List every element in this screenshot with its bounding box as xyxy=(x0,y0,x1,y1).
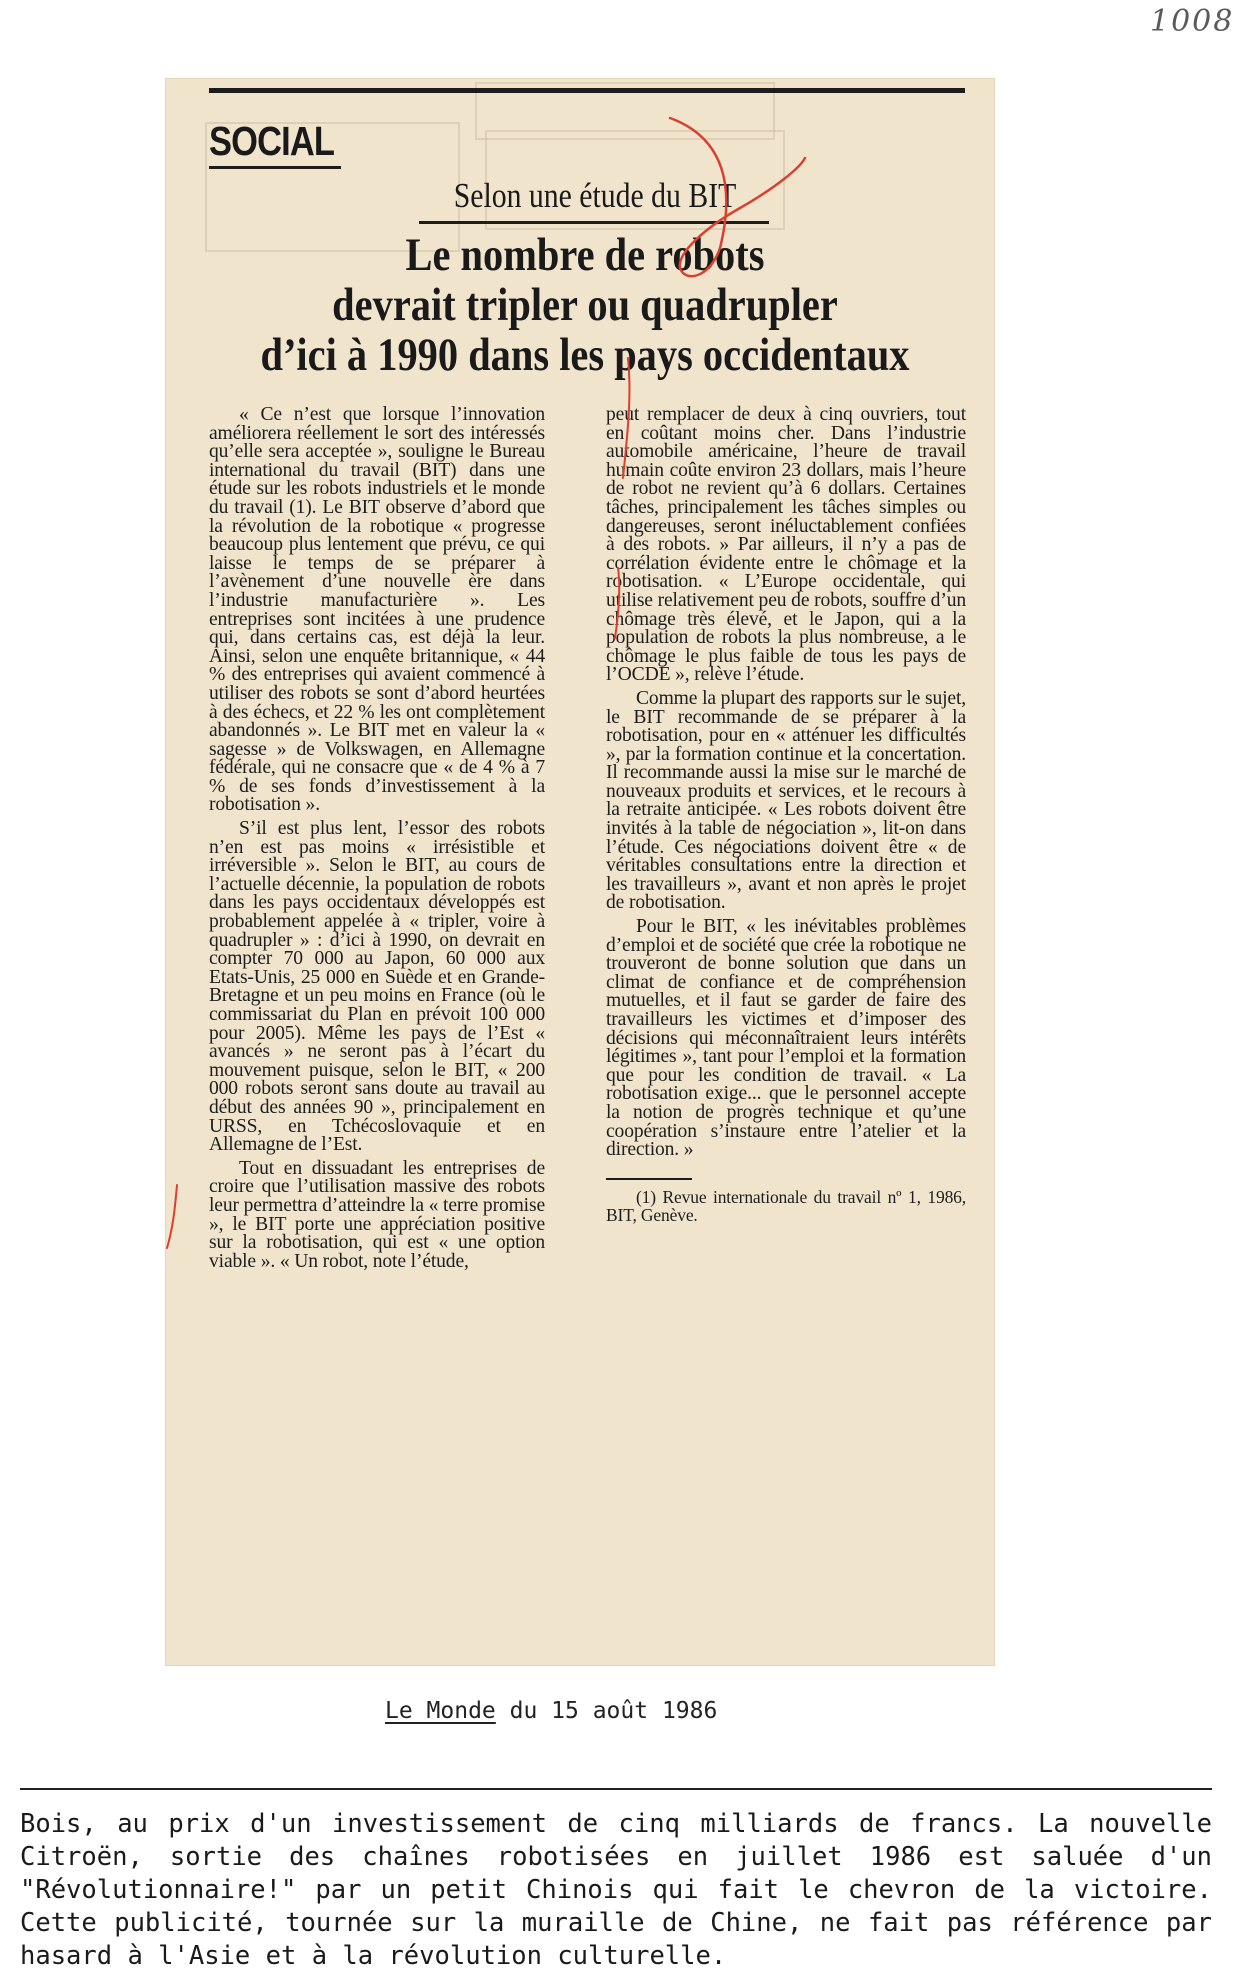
headline-line: Le nombre de robots xyxy=(405,229,765,281)
red-margin-line xyxy=(167,1185,177,1248)
article-paragraph: Tout en dissuadant les entreprises de croire que l’utilisation massive des robots leur permettra d’atteindre la « terre promise », le BIT porte une appréciation positive sur la robotisation, qui est « une option viable ». « Un robot, note l’étude, xyxy=(209,1157,545,1272)
commentary-text: Bois, au prix d'un investissement de cinq milliards de francs. La nouvelle Citroën, sortie des chaînes robotisées en juillet 1986 est saluée d'un "Révolutionnaire!" par un petit Chinois qui fait le chevron de la victoire. Cette publicité, tournée sur la muraille de Chine, ne fait pas référence par hasard à l'Asie et à la révolution culturelle. xyxy=(20,1809,1212,1970)
article-paragraph: « Ce n’est que lorsque l’innovation améliorera réellement le sort des intéressés qu’elle sera acceptée », souligne le Bureau international du travail (BIT) dans une étude sur les robots industriels et le monde du travail (1). Le BIT observe d’abord que la révolution de la robotique « progresse beaucoup plus lentement que prévu, ce qui laisse le temps de se préparer à l’avènement d’une nouvelle ère dans l’industrie manufacturière ». Les entreprises sont incitées à une prudence qui, dans certains cas, est déjà la leur. Ainsi, selon une enquête britannique, « 44 % des entreprises qui avaient commencé à utiliser des robots se sont d’abord heurtées à des échecs, et 22 % les ont complètement abandonnés ». Le BIT met en valeur la « sagesse » de Volkswagen, en Allemagne fédérale, qui ne consacre que « de 4 % à 7 % de ses fonds d’investissement à la robotisation ». xyxy=(209,404,545,816)
headline-line: d’ici à 1990 dans les pays occidentaux xyxy=(260,329,910,381)
article-paragraph: Pour le BIT, « les inévitables problèmes d’emploi et de société que crée la robotique ne trouveront de bonne solution que dans un climat de confiance et de compréhension mutuelles, et il faut se garder de faire des travailleurs les victimes et d’imposer des décisions qui méconnaîtraient leurs intérêts légitimes », tant pour l’emploi et la formation que pour les condition de travail. « La robotisation exige... que le personnel accepte la notion de progrès technique et qu’une coopération s’instaure entre l’atelier et la direction. » xyxy=(606,916,966,1161)
headline xyxy=(185,230,985,380)
page-number: 1008 xyxy=(1150,4,1235,39)
article-paragraph: Comme la plupart des rapports sur le sujet, le BIT recommande de se préparer à la robotisation, pour en « atténuer les difficultés », par la formation continue et la concertation. Il recommande aussi la mise sur le marché de nouveaux produits et services, et le recours à la retraite anticipée. « Les robots doivent être invités à la table de négociation », lit-on dans l’étude. Ces négociations doivent être « de véritables consultations entre la direction et les travailleurs », avant et non après le projet de robotisation. xyxy=(606,687,966,914)
section-underline xyxy=(209,166,341,169)
footnote: (1) Revue internationale du travail nº 1, 1986, BIT, Genève. xyxy=(606,1186,966,1225)
headline-line: devrait tripler ou quadrupler xyxy=(332,279,838,331)
article-column-right xyxy=(606,406,966,1229)
section-divider xyxy=(20,1788,1212,1790)
footnote-rule xyxy=(606,1178,692,1180)
section-title: SOCIAL xyxy=(209,118,335,164)
article-column-left xyxy=(209,406,545,1276)
newspaper-clipping xyxy=(165,78,995,1666)
article-paragraph: peut remplacer de deux à cinq ouvriers, tout en coûtant moins cher. Dans l’industrie automobile américaine, l’heure de travail humain coûte environ 23 dollars, mais l’heure de robot ne revient qu’à 6 dollars. Certaines tâches, principalement les tâches simples ou dangereuses, seront inéluctablement confiées à des robots. » Par ailleurs, il n’y a pas de corrélation évidente entre le chômage et la robotisation. « L’Europe occidentale, qui utilise relativement peu de robots, souffre d’un chômage très élevé, et le Japon, qui a la population de robots la plus nombreuse, a le chômage le plus faible de tous les pays de l’OCDE », relève l’étude. xyxy=(606,404,966,686)
source-citation xyxy=(385,1698,717,1724)
kicker-underline xyxy=(419,221,769,224)
kicker: Selon une étude du BIT xyxy=(453,176,737,215)
source-date: du 15 août 1986 xyxy=(495,1698,718,1724)
article-paragraph: S’il est plus lent, l’essor des robots n’en est pas moins « irrésistible et irréversible ». Selon le BIT, au cours de l’actuelle décennie, la population de robots dans les pays occidentaux développés est probablement appelée à « tripler, voire à quadrupler » : d’ici à 1990, on devrait en compter 70 000 au Japon, 60 000 aux Etats-Unis, 25 000 en Suède et en Grande-Bretagne et un peu moins en France (où le commissariat du Plan en prévoit 100 000 pour 2005). Même les pays de l’Est « avancés » ne seront pas à l’écart du mouvement puisque, selon le BIT, « 200 000 robots seront sans doute au travail au début des années 90 », principalement en URSS, en Tchécoslovaquie et en Allemagne de l’Est. xyxy=(209,818,545,1156)
source-name: Le Monde xyxy=(385,1698,496,1724)
top-rule xyxy=(209,88,965,93)
